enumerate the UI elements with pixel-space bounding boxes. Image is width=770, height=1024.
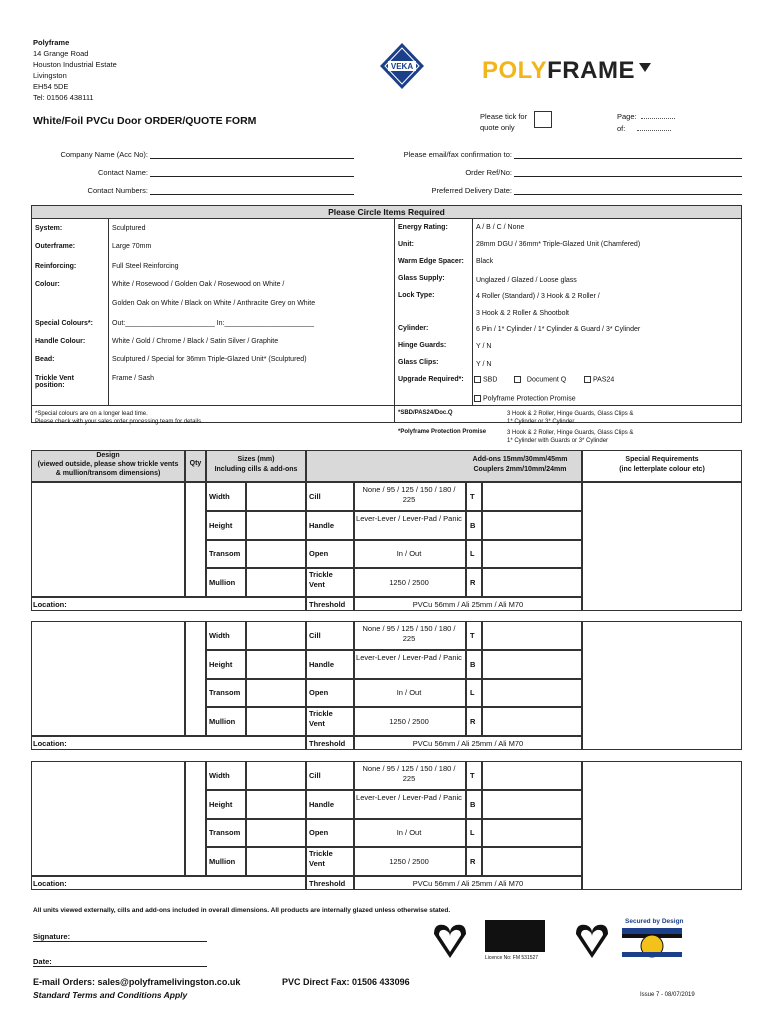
glass-clips-value[interactable]: Y / N <box>476 361 492 368</box>
order-ref-label: Order Ref/No: <box>465 168 512 177</box>
system-label: System: <box>35 225 63 232</box>
addon-options-text[interactable]: In / Out <box>396 549 422 558</box>
size-label: Transom <box>209 549 241 558</box>
size-label: Mullion <box>209 856 236 866</box>
upgrade-pas24-option[interactable]: PAS24 <box>584 376 614 383</box>
size-input[interactable] <box>246 511 306 540</box>
trickle-vent-label: Trickle Vent position: <box>35 375 74 389</box>
colour-value-2[interactable]: Golden Oak on White / Black on White / Anthracite Grey on White <box>112 300 316 307</box>
addons-header-text: Add-ons 15mm/30mm/45mm Couplers 2mm/10mm/24mm <box>472 456 568 473</box>
signature-label: Signature: <box>33 932 71 941</box>
outerframe-value[interactable]: Large 70mm <box>112 243 152 250</box>
size-label: Width <box>209 491 230 501</box>
address-line: Livingston <box>33 71 67 80</box>
addon-label: Handle <box>309 520 335 530</box>
cylinder-label: Cylinder: <box>398 325 429 332</box>
circle-items-table <box>31 205 742 423</box>
size-input[interactable] <box>246 568 306 597</box>
kitemark-icon <box>572 920 612 962</box>
location-field[interactable] <box>31 597 306 611</box>
bead-value[interactable]: Sculptured / Special for 36mm Triple-Glazed Unit* (Sculptured) <box>112 356 307 363</box>
polyframe-logo <box>482 57 651 85</box>
add-on-input[interactable] <box>482 482 582 511</box>
system-value[interactable]: Sculptured <box>112 225 146 232</box>
addon-options-text[interactable]: Lever-Lever / Lever-Pad / Panic <box>356 653 462 662</box>
addon-options-text[interactable]: None / 95 / 125 / 150 / 180 / 225 <box>362 764 456 783</box>
hinge-guards-value[interactable]: Y / N <box>476 343 492 350</box>
add-on-input[interactable] <box>482 761 582 790</box>
size-input[interactable] <box>246 540 306 568</box>
add-on-input[interactable] <box>482 679 582 707</box>
pas24-checkbox[interactable] <box>584 376 591 383</box>
addon-label: Cill <box>309 491 321 501</box>
threshold-label: Threshold <box>309 739 346 748</box>
company-name-field[interactable] <box>150 158 354 159</box>
location-label: Location: <box>33 600 67 609</box>
glass-clips-label: Glass Clips: <box>398 359 439 366</box>
energy-rating-value[interactable]: A / B / C / None <box>476 224 525 231</box>
special-colours-label: Special Colours*: <box>35 320 93 327</box>
design-drawing-area[interactable] <box>31 761 185 876</box>
location-label: Location: <box>33 739 67 748</box>
delivery-date-label: Preferred Delivery Date: <box>431 186 512 195</box>
address-line: EH54 5DE <box>33 82 69 91</box>
glass-supply-label: Glass Supply: <box>398 275 445 282</box>
handle-colour-label: Handle Colour: <box>35 338 86 345</box>
addon-label: Cill <box>309 630 321 640</box>
email-orders[interactable]: E-mail Orders: sales@polyframelivingston.co.uk <box>33 977 241 987</box>
upgrade-label: Upgrade Required*: <box>398 376 464 383</box>
brand-triangle-icon <box>639 63 651 72</box>
size-label: Width <box>209 770 230 780</box>
divider <box>31 405 742 406</box>
size-input[interactable] <box>246 679 306 707</box>
divider <box>108 219 109 405</box>
special-requirements-field[interactable] <box>582 482 742 611</box>
special-colour-note: *Special colours are on a longer lead time. Please check with your sales order processing team for details. <box>35 411 203 425</box>
qty-field[interactable] <box>185 761 206 876</box>
warm-edge-label: Warm Edge Spacer: <box>398 258 464 265</box>
quote-only-checkbox[interactable] <box>534 111 552 128</box>
addon-label: Trickle Vent <box>309 709 333 728</box>
company-name: Polyframe <box>33 38 70 47</box>
upgrade-docq-option[interactable]: Document Q <box>514 376 566 383</box>
hinge-guards-label: Hinge Guards: <box>398 342 447 349</box>
email-confirm-field[interactable] <box>514 158 742 159</box>
delivery-date-field[interactable] <box>514 194 742 195</box>
veka-logo <box>378 42 426 90</box>
sbd-label: *SBD/PAS24/Doc.Q <box>398 410 453 416</box>
add-letter: R <box>470 716 476 726</box>
unit-label: Unit: <box>398 241 414 248</box>
date-label: Date: <box>33 957 52 966</box>
qty-field[interactable] <box>185 621 206 736</box>
page-of-field[interactable] <box>637 130 671 131</box>
add-letter: R <box>470 577 476 587</box>
order-ref-field[interactable] <box>514 176 742 177</box>
ppp-label: *Polyframe Protection Promise <box>398 429 487 435</box>
colour-value[interactable]: White / Rosewood / Golden Oak / Rosewood on White / <box>112 281 285 288</box>
design-drawing-area[interactable] <box>31 621 185 736</box>
reinforcing-label: Reinforcing: <box>35 263 77 270</box>
add-letter: T <box>470 491 475 501</box>
add-on-input[interactable] <box>482 511 582 540</box>
contact-numbers-label: Contact Numbers: <box>87 186 148 195</box>
special-colours-value[interactable]: Out:_______________________ In:_______________________ <box>112 320 315 327</box>
addon-label: Handle <box>309 799 335 809</box>
energy-rating-label: Energy Rating: <box>398 224 448 231</box>
threshold-label: Threshold <box>309 600 346 609</box>
addon-label: Trickle Vent <box>309 570 333 589</box>
size-label: Width <box>209 630 230 640</box>
divider <box>472 219 473 405</box>
location-field[interactable] <box>31 736 306 750</box>
size-input[interactable] <box>246 819 306 847</box>
ppp-text: 3 Hook & 2 Roller, Hinge Guards, Glass Clips & 1* Cylinder with Guards or 3* Cylinder <box>507 430 634 444</box>
add-letter: L <box>470 688 475 697</box>
reinforcing-value[interactable]: Full Steel Reinforcing <box>112 263 179 270</box>
brand-part-2: FRAME <box>547 57 635 84</box>
size-label: Transom <box>209 688 241 697</box>
size-label: Height <box>209 799 233 809</box>
threshold-options-text[interactable]: PVCu 56mm / Ali 25mm / Ali M70 <box>412 739 524 748</box>
sizes-header-text: Sizes (mm) Including cills & add-ons <box>214 456 298 473</box>
kitemark-icon <box>430 920 470 962</box>
company-name-label: Company Name (Acc No): <box>60 150 148 159</box>
add-letter: R <box>470 856 476 866</box>
footer-note: All units viewed externally, cills and add-ons included in overall dimensions. All products are internally glazed unless otherwise stated. <box>33 907 451 914</box>
protection-promise-option[interactable]: Polyframe Protection Promise <box>474 395 576 402</box>
size-input[interactable] <box>246 650 306 679</box>
company-address <box>33 37 117 103</box>
size-input[interactable] <box>246 621 306 650</box>
addon-label: Open <box>309 828 329 837</box>
qty-field[interactable] <box>185 482 206 597</box>
addon-label: Open <box>309 549 329 558</box>
outerframe-label: Outerframe: <box>35 243 76 250</box>
size-label: Height <box>209 520 233 530</box>
size-input[interactable] <box>246 482 306 511</box>
secured-by-design-logo <box>622 928 682 958</box>
lock-type-value[interactable]: 4 Roller (Standard) / 3 Hook & 2 Roller / <box>476 293 600 300</box>
threshold-label: Threshold <box>309 879 346 888</box>
lock-type-value-2[interactable]: 3 Hook & 2 Roller & Shootbolt <box>476 310 569 317</box>
add-on-input[interactable] <box>482 568 582 597</box>
add-letter: L <box>470 828 475 837</box>
special-req-header-text: Special Requirements (inc letterplate colour etc) <box>619 456 705 473</box>
location-field[interactable] <box>31 876 306 890</box>
add-letter: B <box>470 659 476 669</box>
veka-logo-text: VEKA <box>390 62 414 71</box>
colour-label: Colour: <box>35 281 60 288</box>
date-field[interactable] <box>33 966 207 967</box>
addon-options-text[interactable]: None / 95 / 125 / 150 / 180 / 225 <box>362 624 456 643</box>
addon-label: Cill <box>309 770 321 780</box>
protection-promise-checkbox[interactable] <box>474 395 481 402</box>
warm-edge-value[interactable]: Black <box>476 258 494 265</box>
brand-part-1: POLY <box>482 57 548 84</box>
handle-colour-value[interactable]: White / Gold / Chrome / Black / Satin Silver / Graphite <box>112 338 279 345</box>
page-field[interactable] <box>641 118 675 119</box>
divider <box>394 219 395 423</box>
addon-label: Open <box>309 688 329 697</box>
qty-header-text: Qty <box>189 460 202 467</box>
fax-direct: PVC Direct Fax: 01506 433096 <box>282 977 410 987</box>
issue-text: Issue 7 - 08/07/2019 <box>640 992 695 998</box>
upgrade-sbd-option[interactable]: SBD <box>474 376 497 383</box>
lock-type-label: Lock Type: <box>398 292 435 299</box>
addon-options-text[interactable]: In / Out <box>396 828 422 837</box>
addon-options-text[interactable]: In / Out <box>396 688 422 697</box>
bsi-certification-icon <box>485 920 545 952</box>
addon-options-text[interactable]: 1250 / 2500 <box>389 856 429 866</box>
cylinder-value[interactable]: 6 Pin / 1* Cylinder / 1* Cylinder & Guard / 3* Cylinder <box>476 326 641 333</box>
add-on-input[interactable] <box>482 621 582 650</box>
add-on-input[interactable] <box>482 847 582 876</box>
address-line: 14 Grange Road <box>33 49 89 58</box>
size-label: Mullion <box>209 577 236 587</box>
size-input[interactable] <box>246 790 306 819</box>
add-on-input[interactable] <box>482 790 582 819</box>
addon-options-text[interactable]: None / 95 / 125 / 150 / 180 / 225 <box>362 485 456 504</box>
address-line: Houston Industrial Estate <box>33 60 117 69</box>
sbd-checkbox[interactable] <box>474 376 481 383</box>
addon-label: Handle <box>309 659 335 669</box>
design-header-text: Design (viewed outside, please show trickle vents & mullion/transom dimensions) <box>37 452 179 477</box>
location-label: Location: <box>33 879 67 888</box>
signature-field[interactable] <box>33 941 207 942</box>
glass-supply-value[interactable]: Unglazed / Glazed / Loose glass <box>476 277 577 284</box>
add-on-input[interactable] <box>482 707 582 736</box>
size-label: Transom <box>209 828 241 837</box>
contact-name-label: Contact Name: <box>97 168 148 177</box>
add-letter: T <box>470 630 475 640</box>
add-on-input[interactable] <box>482 650 582 679</box>
addon-options-text[interactable]: Lever-Lever / Lever-Pad / Panic <box>356 793 462 802</box>
size-label: Height <box>209 659 233 669</box>
sbd-text: 3 Hook & 2 Roller, Hinge Guards, Glass Clips & 1* Cylinder or 3* Cylinder <box>507 411 634 425</box>
addon-options-text[interactable]: 1250 / 2500 <box>389 577 429 587</box>
add-on-input[interactable] <box>482 540 582 568</box>
add-letter: L <box>470 549 475 558</box>
size-label: Mullion <box>209 716 236 726</box>
size-input[interactable] <box>246 847 306 876</box>
add-letter: T <box>470 770 475 780</box>
docq-checkbox[interactable] <box>514 376 521 383</box>
circle-items-heading: Please Circle Items Required <box>31 205 742 219</box>
licence-text: Licence No: FM 531527 <box>485 955 539 961</box>
company-tel: Tel: 01506 438111 <box>33 93 94 102</box>
threshold-options-text[interactable]: PVCu 56mm / Ali 25mm / Ali M70 <box>412 879 524 888</box>
unit-value[interactable]: 28mm DGU / 36mm* Triple-Glazed Unit (Chamfered) <box>476 241 641 248</box>
size-input[interactable] <box>246 761 306 790</box>
design-drawing-area[interactable] <box>31 482 185 597</box>
size-input[interactable] <box>246 707 306 736</box>
terms-text: Standard Terms and Conditions Apply <box>33 990 188 1000</box>
email-confirm-label: Please email/fax confirmation to: <box>403 150 512 159</box>
special-requirements-field[interactable] <box>582 761 742 890</box>
page-counter: Page: of: <box>617 111 675 135</box>
form-title: White/Foil PVCu Door ORDER/QUOTE FORM <box>33 115 257 127</box>
secured-by-design-label: Secured by Design <box>625 918 684 925</box>
bead-label: Bead: <box>35 356 55 363</box>
threshold-options-text[interactable]: PVCu 56mm / Ali 25mm / Ali M70 <box>412 600 524 609</box>
addon-label: Trickle Vent <box>309 849 333 868</box>
add-letter: B <box>470 799 476 809</box>
trickle-vent-value[interactable]: Frame / Sash <box>112 375 155 382</box>
add-on-input[interactable] <box>482 819 582 847</box>
addon-options-text[interactable]: 1250 / 2500 <box>389 716 429 726</box>
contact-numbers-field[interactable] <box>150 194 354 195</box>
quote-only-label: Please tick for quote only <box>480 112 528 132</box>
addon-options-text[interactable]: Lever-Lever / Lever-Pad / Panic <box>356 514 462 523</box>
contact-name-field[interactable] <box>150 176 354 177</box>
add-letter: B <box>470 520 476 530</box>
special-requirements-field[interactable] <box>582 621 742 750</box>
